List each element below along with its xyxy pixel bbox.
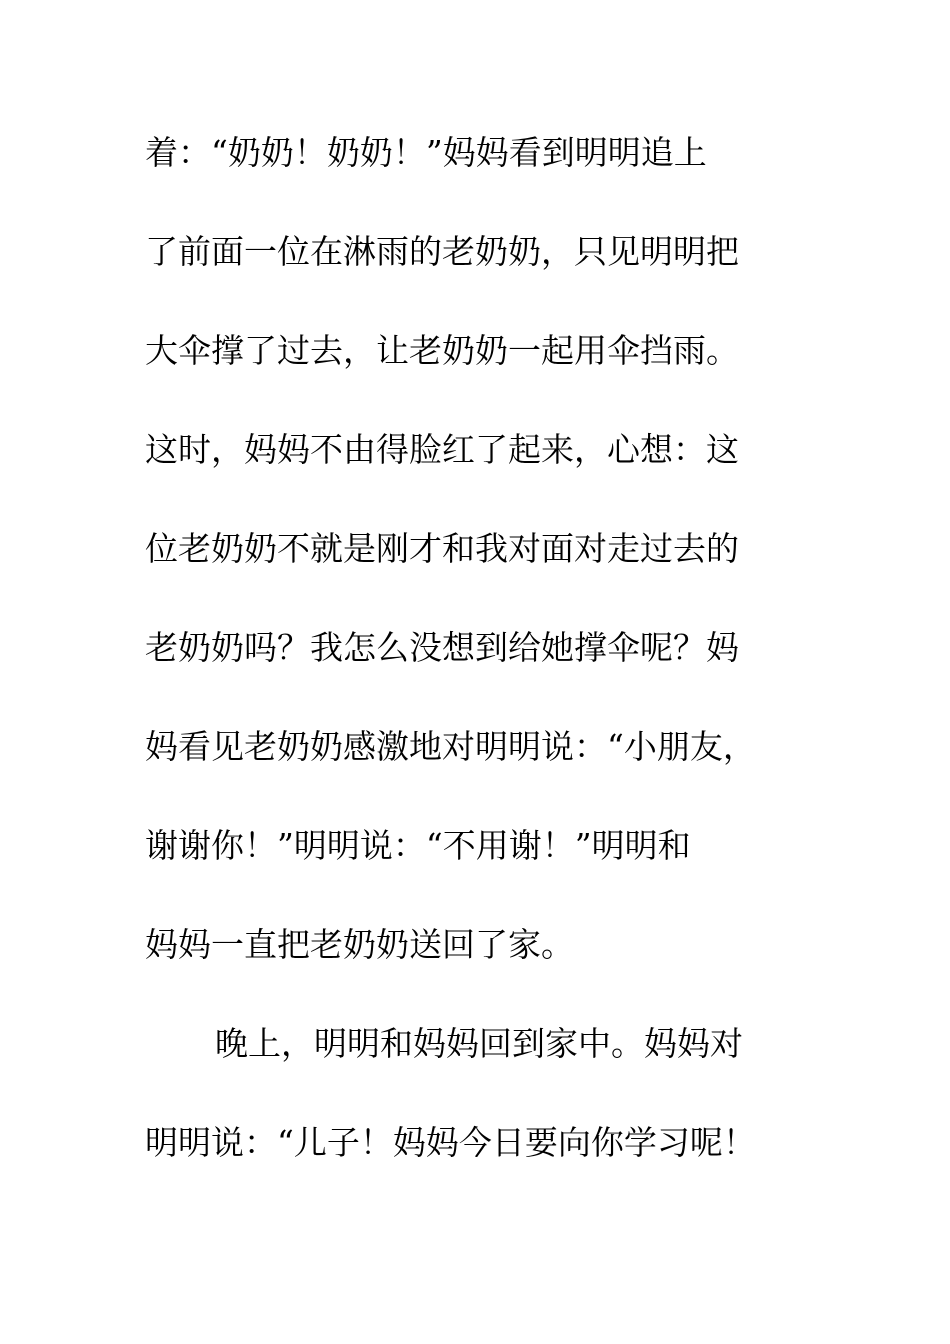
paragraph-start-line: 晚上，明明和妈妈回到家中。妈妈对	[215, 1024, 743, 1063]
text-line: 谢谢你！”明明说：“不用谢！”明明和	[145, 826, 691, 865]
text-line: 老奶奶吗？我怎么没想到给她撑伞呢？妈	[145, 628, 739, 667]
text-line: 着：“奶奶！奶奶！”妈妈看到明明追上	[145, 133, 707, 172]
text-line: 妈妈一直把老奶奶送回了家。	[145, 925, 574, 964]
text-line: 妈看见老奶奶感激地对明明说：“小朋友，	[145, 727, 756, 766]
text-line: 了前面一位在淋雨的老奶奶，只见明明把	[145, 232, 739, 271]
text-line: 明明说：“儿子！妈妈今日要向你学习呢！	[145, 1123, 756, 1162]
text-line: 位老奶奶不就是刚才和我对面对走过去的	[145, 529, 739, 568]
text-line: 大伞撑了过去，让老奶奶一起用伞挡雨。	[145, 331, 739, 370]
story-text	[145, 126, 805, 1215]
text-line: 这时，妈妈不由得脸红了起来，心想：这	[145, 430, 739, 469]
